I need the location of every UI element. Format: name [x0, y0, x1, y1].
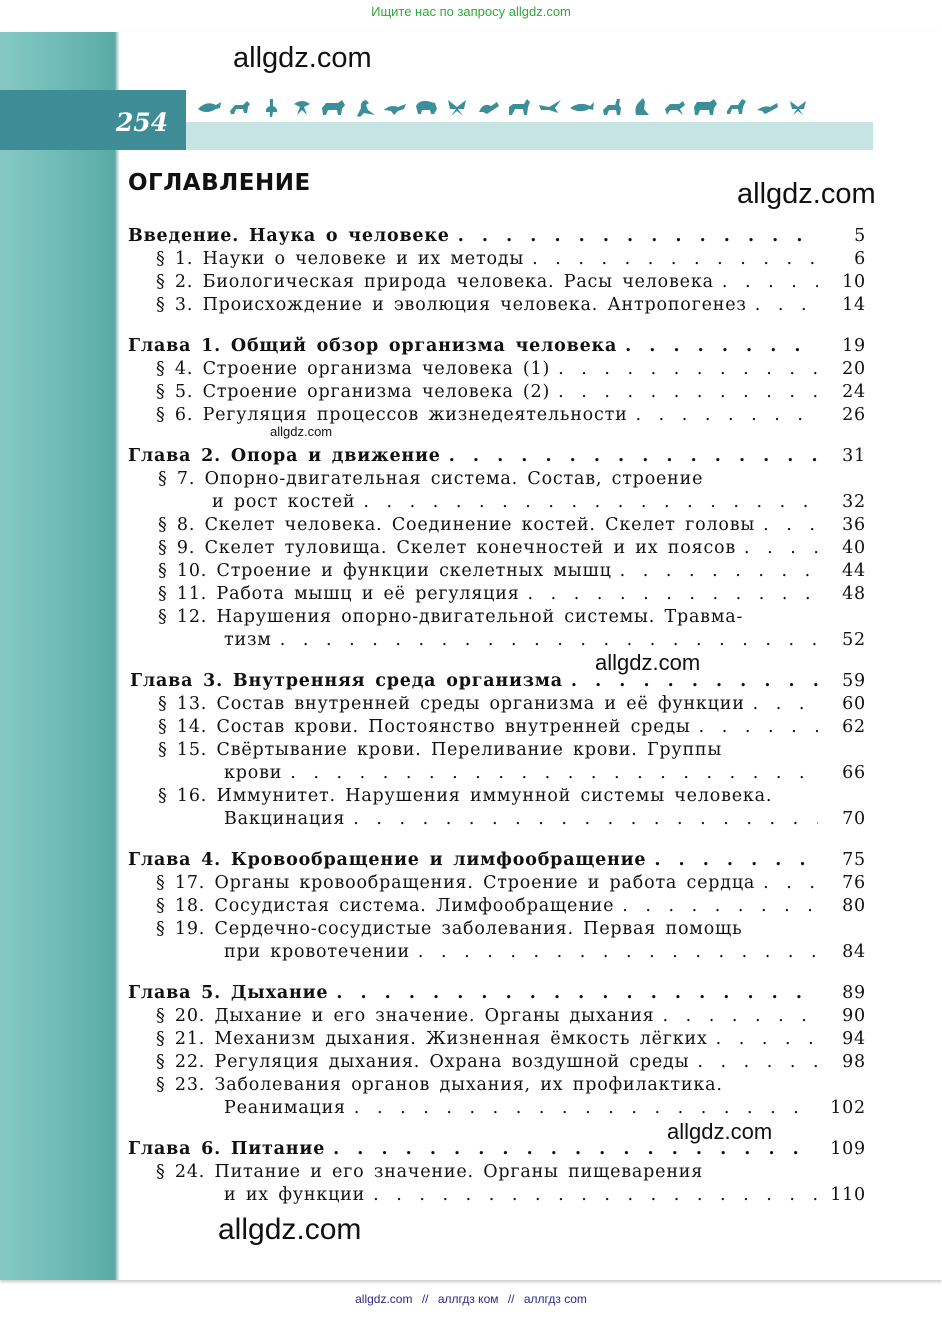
- toc-entry: [128, 942, 866, 965]
- toc-chapter: [128, 226, 866, 249]
- toc-page-number: 40: [842, 538, 866, 558]
- whale-icon: [568, 96, 595, 118]
- toc-page-number: 26: [842, 405, 866, 425]
- toc-label: § 11. Работа мышц и её регуляция: [158, 584, 520, 604]
- toc-leader-dots: [363, 492, 818, 512]
- toc-page-number: 52: [842, 630, 866, 650]
- toc-label: § 24. Питание и его значение. Органы пищеварения: [156, 1162, 704, 1182]
- toc-label: § 1. Науки о человеке и их методы: [156, 249, 525, 269]
- toc-label: § 9. Скелет туловища. Скелет конечностей и их поясов: [158, 538, 737, 558]
- toc-entry: [128, 561, 866, 584]
- bottom-link[interactable]: аллгдз com: [523, 1292, 587, 1306]
- toc-page-number: 36: [842, 515, 866, 535]
- toc-label: § 3. Происхождение и эволюция человека. Антропогенез: [156, 295, 747, 315]
- toc-entry: [128, 1052, 866, 1075]
- toc-label: § 13. Состав внутренней среды организма и её функции: [158, 694, 745, 714]
- toc-entry: [128, 809, 866, 832]
- horse-icon: [506, 96, 533, 118]
- toc-entry: [128, 786, 866, 809]
- toc-leader-dots: [755, 295, 818, 315]
- toc-page-number: 76: [842, 873, 866, 893]
- toc-leader-dots: [622, 896, 818, 916]
- toc-page-number: 98: [842, 1052, 866, 1072]
- toc-label: Вакцинация: [224, 809, 346, 829]
- toc-label: Глава 4. Кровообращение и лимфообращение: [128, 850, 647, 870]
- elk-icon: [599, 96, 626, 118]
- toc-leader-dots: [654, 850, 818, 870]
- toc-chapter: [128, 446, 866, 469]
- toc-entry: [128, 607, 866, 630]
- toc-page-number: 75: [842, 850, 866, 870]
- page-title: ОГЛАВЛЕНИЕ: [128, 170, 311, 196]
- separator: //: [421, 1292, 429, 1306]
- animal-silhouette-row: [196, 94, 856, 120]
- toc-leader-dots: [558, 382, 818, 402]
- toc-leader-dots: [333, 1139, 818, 1159]
- dolphin-icon: [196, 96, 223, 118]
- toc-page-number: 62: [842, 717, 866, 737]
- toc-label: при кровотечении: [224, 942, 410, 962]
- toc-entry: [128, 896, 866, 919]
- toc-entry: [128, 584, 866, 607]
- toc-leader-dots: [763, 873, 818, 893]
- toc-leader-dots: [290, 763, 818, 783]
- toc-label: и их функции: [224, 1185, 366, 1205]
- toc-page-number: 60: [842, 694, 866, 714]
- toc-entry: [128, 249, 866, 272]
- bottom-link[interactable]: allgdz.com: [355, 1292, 413, 1306]
- bull-icon: [320, 96, 347, 118]
- toc-entry: [128, 1029, 866, 1052]
- toc-page-number: 19: [842, 336, 866, 356]
- toc-label: § 19. Сердечно-сосудистые заболевания. Первая помощь: [156, 919, 743, 939]
- ostrich-icon: [258, 96, 285, 118]
- toc-entry: [128, 538, 866, 561]
- separator: //: [507, 1292, 515, 1306]
- watermark: allgdz.com: [595, 650, 701, 675]
- watermark: allgdz.com: [667, 1119, 773, 1144]
- toc-leader-dots: [532, 249, 818, 269]
- toc-page-number: 110: [830, 1185, 866, 1205]
- toc-label: § 15. Свёртывание крови. Переливание крови. Группы: [158, 740, 723, 760]
- toc-chapter: [128, 336, 866, 359]
- toc-page-number: 6: [854, 249, 866, 269]
- bird-icon: [537, 96, 564, 118]
- toc-label: § 22. Регуляция дыхания. Охрана воздушной среды: [156, 1052, 690, 1072]
- buffalo-icon: [692, 96, 719, 118]
- toc-leader-dots: [571, 671, 818, 691]
- toc-label: § 5. Строение организма человека (2): [156, 382, 551, 402]
- toc-leader-dots: [449, 446, 818, 466]
- toc-page-number: 84: [842, 942, 866, 962]
- toc-page-number: 102: [830, 1098, 866, 1118]
- toc-entry: [128, 763, 866, 786]
- toc-label: § 17. Органы кровообращения. Строение и работа сердца: [156, 873, 756, 893]
- toc-label: Глава 6. Питание: [128, 1139, 326, 1159]
- toc-leader-dots: [528, 584, 818, 604]
- toc-label: § 8. Скелет человека. Соединение костей. Скелет головы: [158, 515, 756, 535]
- toc-page-number: 59: [842, 671, 866, 691]
- toc-entry: [128, 1006, 866, 1029]
- toc-label: § 7. Опорно-двигательная система. Состав, строение: [158, 469, 704, 489]
- fly-icon: [289, 96, 316, 118]
- toc-entry: [128, 694, 866, 717]
- scorpion-icon: [475, 96, 502, 118]
- bottom-links: [0, 1292, 942, 1306]
- left-band-edge: [114, 32, 119, 1280]
- toc-label: Глава 2. Опора и движение: [128, 446, 441, 466]
- toc-leader-dots: [699, 717, 818, 737]
- toc-entry: [128, 272, 866, 295]
- toc-page-number: 31: [842, 446, 866, 466]
- watermark: allgdz.com: [737, 178, 876, 210]
- toc-leader-dots: [418, 942, 818, 962]
- toc-page-number: 109: [830, 1139, 866, 1159]
- header-strip: [186, 122, 873, 150]
- watermark: allgdz.com: [270, 424, 333, 439]
- toc-label: Введение. Наука о человеке: [128, 226, 450, 246]
- toc-leader-dots: [744, 538, 818, 558]
- moth-icon: [785, 96, 812, 118]
- toc-label: тизм: [224, 630, 272, 650]
- bison-icon: [413, 96, 440, 118]
- toc-leader-dots: [697, 1052, 818, 1072]
- left-color-band: [0, 32, 116, 1280]
- toc-page-number: 5: [854, 226, 866, 246]
- toc-entry: [128, 382, 866, 405]
- toc-entry: [128, 873, 866, 896]
- toc-label: § 6. Регуляция процессов жизнедеятельности: [156, 405, 628, 425]
- toc-label: § 23. Заболевания органов дыхания, их профилактика.: [156, 1075, 723, 1095]
- toc-entry: [128, 515, 866, 538]
- toc-label: § 10. Строение и функции скелетных мышц: [158, 561, 612, 581]
- toc-leader-dots: [558, 359, 818, 379]
- toc-page-number: 14: [842, 295, 866, 315]
- toc-chapter: [128, 671, 866, 694]
- toc-entry: [128, 717, 866, 740]
- toc-label: Глава 1. Общий обзор организма человека: [128, 336, 618, 356]
- page-number: 254: [116, 108, 169, 137]
- toc-leader-dots: [722, 272, 818, 292]
- toc-page-number: 90: [842, 1006, 866, 1026]
- toc-label: § 4. Строение организма человека (1): [156, 359, 551, 379]
- toc-label: Реанимация: [224, 1098, 346, 1118]
- toc-leader-dots: [753, 694, 818, 714]
- toc-entry: [128, 359, 866, 382]
- toc-page-number: 20: [842, 359, 866, 379]
- fox-icon: [227, 96, 254, 118]
- toc-leader-dots: [763, 515, 818, 535]
- toc-page-number: 48: [842, 584, 866, 604]
- toc-leader-dots: [280, 630, 818, 650]
- locust-icon: [661, 96, 688, 118]
- deer-icon: [723, 96, 750, 118]
- toc-page-number: 44: [842, 561, 866, 581]
- top-search-banner[interactable]: Ищите нас по запросу allgdz.com: [371, 4, 571, 19]
- lizard-icon: [382, 96, 409, 118]
- toc-label: § 16. Иммунитет. Нарушения иммунной системы человека.: [158, 786, 773, 806]
- toc-label: крови: [224, 763, 283, 783]
- toc-label: Глава 5. Дыхание: [128, 983, 329, 1003]
- kangaroo-icon: [351, 96, 378, 118]
- toc-leader-dots: [625, 336, 818, 356]
- gecko-icon: [754, 96, 781, 118]
- seal-icon: [630, 96, 657, 118]
- toc-label: § 12. Нарушения опорно-двигательной системы. Травма-: [158, 607, 744, 627]
- toc-page-number: 70: [842, 809, 866, 829]
- watermark: allgdz.com: [233, 42, 372, 74]
- toc-entry: [128, 1162, 866, 1185]
- toc-entry: [128, 1098, 866, 1121]
- toc-page-number: 80: [842, 896, 866, 916]
- toc-leader-dots: [663, 1006, 818, 1026]
- toc-label: § 18. Сосудистая система. Лимфообращение: [156, 896, 615, 916]
- toc-entry: [128, 1185, 866, 1208]
- toc-chapter: [128, 983, 866, 1006]
- toc-leader-dots: [354, 1098, 818, 1118]
- toc-entry: [128, 740, 866, 763]
- toc-entry: [128, 469, 866, 492]
- toc-entry: [128, 630, 866, 653]
- toc-page-number: 66: [842, 763, 866, 783]
- toc-entry: [128, 295, 866, 318]
- toc-entry: [128, 492, 866, 515]
- toc-label: § 2. Биологическая природа человека. Расы человека: [156, 272, 714, 292]
- toc-leader-dots: [458, 226, 818, 246]
- toc-entry: [128, 405, 866, 428]
- toc-leader-dots: [716, 1029, 818, 1049]
- toc-leader-dots: [373, 1185, 818, 1205]
- toc-label: и рост костей: [212, 492, 356, 512]
- toc-page-number: 32: [842, 492, 866, 512]
- toc-chapter: [128, 850, 866, 873]
- toc-page-number: 24: [842, 382, 866, 402]
- toc-label: § 21. Механизм дыхания. Жизненная ёмкость лёгких: [156, 1029, 708, 1049]
- toc-leader-dots: [620, 561, 818, 581]
- toc-chapter: [128, 1139, 866, 1162]
- toc-page-number: 94: [842, 1029, 866, 1049]
- toc-leader-dots: [636, 405, 818, 425]
- toc-page-number: 89: [842, 983, 866, 1003]
- toc-entry: [128, 919, 866, 942]
- toc-label: § 14. Состав крови. Постоянство внутренней среды: [158, 717, 691, 737]
- bottom-link[interactable]: аллгдз ком: [437, 1292, 499, 1306]
- watermark: allgdz.com: [218, 1213, 362, 1246]
- toc-label: § 20. Дыхание и его значение. Органы дыхания: [156, 1006, 655, 1026]
- toc-leader-dots: [336, 983, 818, 1003]
- toc-leader-dots: [353, 809, 818, 829]
- toc-page-number: 10: [842, 272, 866, 292]
- toc-label: Глава 3. Внутренняя среда организма: [130, 671, 563, 691]
- butterfly-icon: [444, 96, 471, 118]
- toc-entry: [128, 1075, 866, 1098]
